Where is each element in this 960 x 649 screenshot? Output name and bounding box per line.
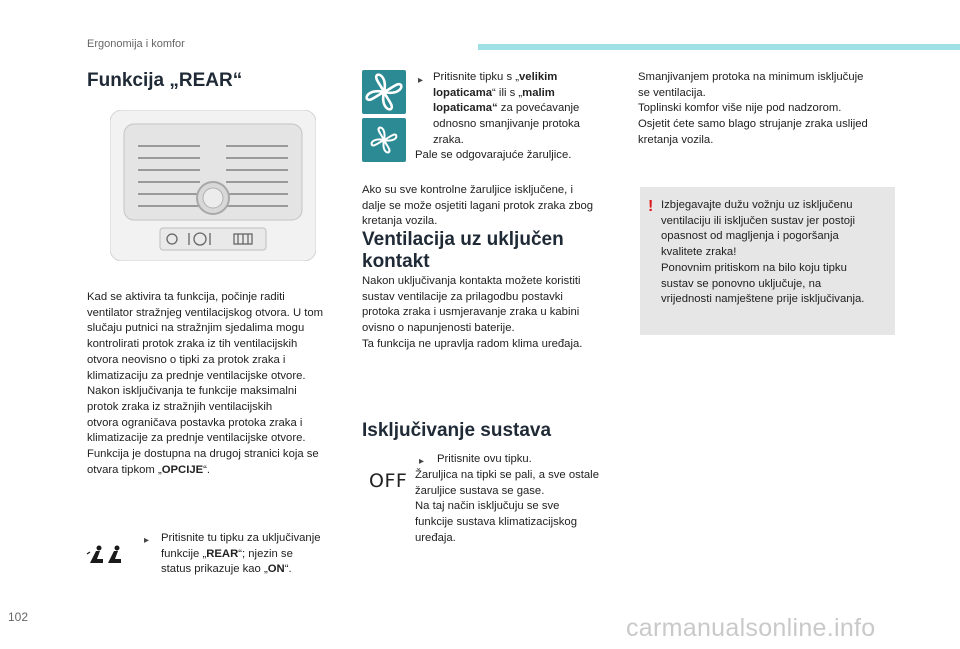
watermark: carmanualsonline.info	[626, 614, 876, 642]
rear-vent-illustration	[110, 110, 316, 261]
fan-instr-end: za povećavanje odnosno smanjivanje protoka zraka.	[433, 102, 580, 146]
rear-body-text: Kad se aktivira ta funkcija, počinje raditi ventilator stražnjeg ventilacijskog otvora. U tom slučaju putnici na stražnjim sjedalima mogu kontrolirati protok zraka iz tih ventilacijskih otvora neovisno o tipki za protok zraka i klimatizaciju za prednje ventilacijske otvore. Nakon isključivanja te funkcije maksimalni protok zraka iz stražnjih ventilacijskih otvora ograničava postavka protoka zraka i klimatizacije za prednje ventilacijske otvore. Funkcija je dostupna na drugoj stranici koja se otvara tipkom „	[87, 291, 324, 476]
bullet-marker: ▸	[419, 456, 425, 467]
rear-instr-mid: “; njezin se status prikazuje kao „	[161, 547, 293, 576]
rear-function-title: Funkcija „REAR“	[87, 70, 243, 91]
page-number: 102	[8, 610, 29, 624]
warning-text: Izbjegavajte dužu vožnju uz isključenu ventilaciju ili isključen sustav jer postoji opasnost od magljenja i pogoršanja kvalitete zraka! Ponovnim pritiskom na bilo koju tipku sustav se ponovno uključuje, na vrijednosti namještene prije isključivanja.	[661, 199, 865, 306]
header-accent-bar	[478, 44, 960, 50]
ventilation-body: Nakon uključivanja kontakta možete koristiti sustav ventilacije za prilagodbu postavki protoka zraka i usmjeravanje zraka u kabini ovisno o napunjenosti baterije. Ta funkcija ne upravlja radom klima uređaja.	[362, 275, 583, 350]
fan-note: Pale se odgovarajuće žaruljice.	[415, 149, 572, 161]
rear-instruction	[161, 531, 346, 578]
rear-instr-end: “.	[284, 563, 292, 576]
system-off-title: Isključivanje sustava	[362, 420, 552, 441]
large-blades-label: velikim lopaticama	[433, 71, 558, 99]
rear-button-name: REAR	[206, 547, 239, 560]
indicator-off-paragraph: Ako su sve kontrolne žaruljice isključene, i dalje se može osjetiti lagani protok zraka zbog kretanja vozila.	[362, 184, 594, 228]
bullet-marker: ▸	[418, 75, 424, 86]
bullet-marker: ▸	[144, 535, 150, 546]
small-blades-label: malim lopaticama“	[433, 86, 555, 115]
rear-instr-text: Pritisnite tu tipku za uključivanje funkcije „	[161, 532, 321, 560]
fan-instr-mid: “ ili s „	[492, 86, 523, 99]
minimum-flow-paragraph: Smanjivanjem protoka na minimum isključuje se ventilacija. Toplinski komfor više nije pod nadzorom. Osjetit ćete samo blago strujanje zraka uslijed kretanja vozila.	[638, 71, 868, 146]
rear-function-body	[87, 290, 352, 478]
fan-instr-text: Pritisnite tipku s „	[433, 71, 520, 83]
fan-instruction	[433, 70, 603, 149]
rear-seat-icon	[86, 545, 126, 567]
warning-icon: !	[648, 198, 654, 215]
off-body: Žaruljica na tipki se pali, a sve ostale žaruljice sustava se gase. Na taj način isključuju se sve funkcije sustava klimatizacijskog uređaja.	[415, 469, 599, 544]
fan-small-blades-icon	[362, 118, 406, 162]
rear-body-end: “.	[203, 463, 211, 476]
off-button-icon: OFF	[369, 470, 408, 492]
on-status-label: ON	[267, 563, 285, 576]
section-header: Ergonomija i komfor	[87, 38, 185, 50]
options-button-name: OPCIJE	[161, 463, 204, 476]
ventilation-title: Ventilacija uz uključen kontakt	[362, 229, 564, 272]
off-instruction: Pritisnite ovu tipku.	[437, 453, 532, 465]
fan-large-blades-icon	[362, 70, 406, 114]
